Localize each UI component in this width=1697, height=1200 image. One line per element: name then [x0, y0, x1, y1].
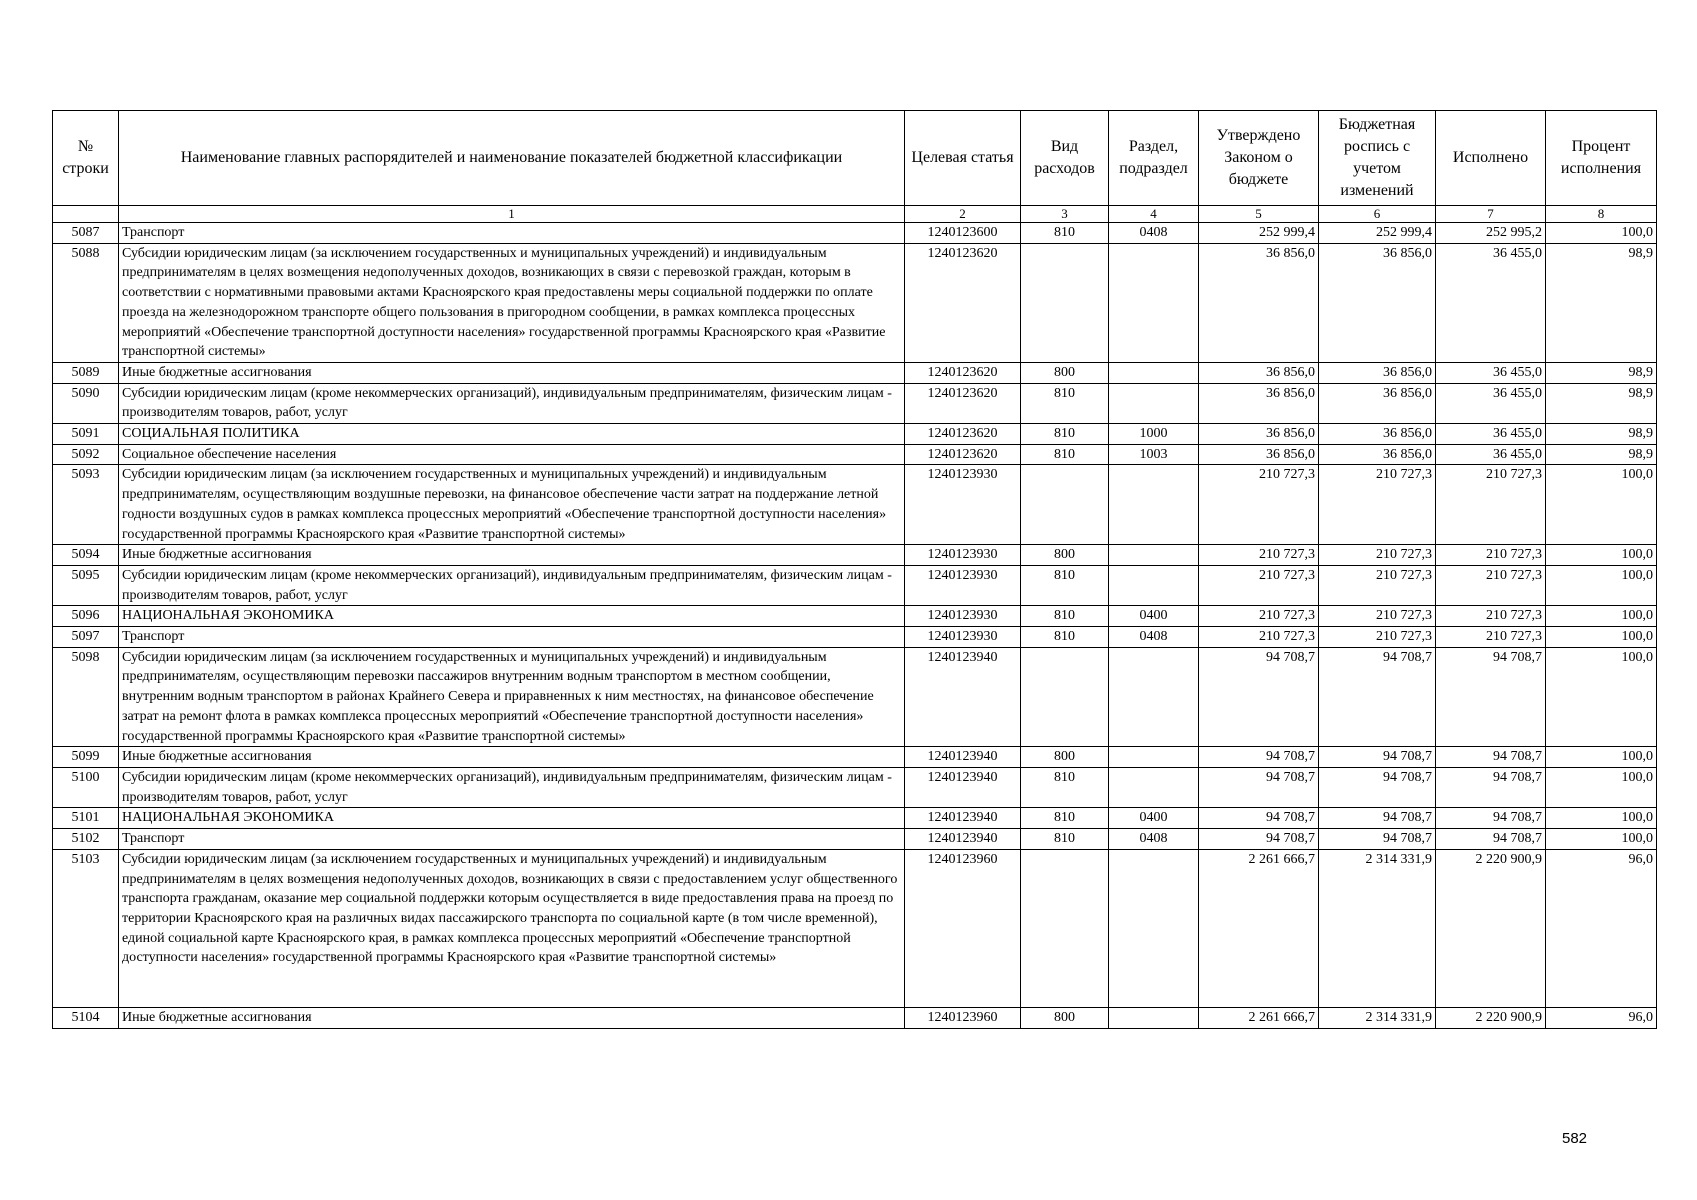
execution-percent-cell: 100,0 [1546, 808, 1657, 829]
indicator-name-cell: СОЦИАЛЬНАЯ ПОЛИТИКА [119, 424, 905, 445]
row-number-cell: 5096 [53, 606, 119, 627]
target-article-cell: 1240123930 [905, 545, 1021, 566]
indicator-name-cell: Субсидии юридическим лицам (за исключением государственных и муниципальных учреждений) и индивидуальным предпринимателям в целях возмещения недополученных доходов, возникающих в связи с перевозкой граждан, которым в соответствии с нормативными правовыми актами Красноярского края предоставлены меры социальной поддержки по оплате проезда на железнодорожном транспорте общего пользования в пригородном сообщении, в рамках комплекса процессных мероприятий «Обеспечение транспортной доступности населения» государственной программы Красноярского края «Развитие транспортной системы» [119, 243, 905, 362]
table-row [53, 444, 1657, 465]
header-row [53, 111, 1657, 206]
page-number: 582 [1562, 1130, 1588, 1147]
indicator-name-cell: Иные бюджетные ассигнования [119, 362, 905, 383]
target-article-cell: 1240123940 [905, 647, 1021, 747]
indicator-name-cell: Транспорт [119, 627, 905, 648]
row-number-cell: 5099 [53, 747, 119, 768]
executed-amount-cell: 36 455,0 [1436, 444, 1546, 465]
expense-type-cell: 810 [1021, 444, 1109, 465]
execution-percent-cell: 100,0 [1546, 606, 1657, 627]
section-cell [1109, 243, 1199, 362]
row-number-cell: 5092 [53, 444, 119, 465]
column-number: 6 [1319, 206, 1436, 223]
row-number-cell: 5103 [53, 849, 119, 1007]
expense-type-cell [1021, 647, 1109, 747]
row-number-cell: 5087 [53, 223, 119, 244]
column-number: 7 [1436, 206, 1546, 223]
table-body [53, 223, 1657, 1029]
target-article-cell: 1240123930 [905, 465, 1021, 545]
expense-type-cell: 800 [1021, 747, 1109, 768]
table-row [53, 243, 1657, 362]
expense-type-cell: 810 [1021, 808, 1109, 829]
expense-type-cell: 800 [1021, 1007, 1109, 1028]
section-cell: 0408 [1109, 223, 1199, 244]
budget-list-amount-cell: 36 856,0 [1319, 362, 1436, 383]
expense-type-cell: 810 [1021, 424, 1109, 445]
executed-amount-cell: 210 727,3 [1436, 565, 1546, 605]
expense-type-cell: 810 [1021, 767, 1109, 807]
table-row [53, 223, 1657, 244]
budget-list-amount-cell: 36 856,0 [1319, 424, 1436, 445]
budget-list-amount-cell: 94 708,7 [1319, 829, 1436, 850]
executed-amount-cell: 210 727,3 [1436, 465, 1546, 545]
target-article-cell: 1240123930 [905, 606, 1021, 627]
section-cell [1109, 767, 1199, 807]
expense-type-cell: 800 [1021, 362, 1109, 383]
target-article-cell: 1240123960 [905, 1007, 1021, 1028]
approved-amount-cell: 94 708,7 [1199, 767, 1319, 807]
target-article-cell: 1240123930 [905, 565, 1021, 605]
expense-type-cell: 810 [1021, 383, 1109, 423]
row-number-cell: 5102 [53, 829, 119, 850]
header-target-article: Целевая статья [905, 111, 1021, 206]
execution-percent-cell: 98,9 [1546, 444, 1657, 465]
executed-amount-cell: 36 455,0 [1436, 243, 1546, 362]
expense-type-cell [1021, 243, 1109, 362]
execution-percent-cell: 100,0 [1546, 565, 1657, 605]
section-cell: 0408 [1109, 627, 1199, 648]
indicator-name-cell: Субсидии юридическим лицам (кроме некоммерческих организаций), индивидуальным предпринимателям, физическим лицам - производителям товаров, работ, услуг [119, 767, 905, 807]
table-row [53, 424, 1657, 445]
indicator-name-cell: Субсидии юридическим лицам (за исключением государственных и муниципальных учреждений) и индивидуальным предпринимателям в целях возмещения недополученных доходов, возникающих в связи с предоставлением услуг общественного транспорта гражданам, оказание мер социальной поддержки которым осуществляется в виде предоставления права на проезд по территории Красноярского края на различных видах пассажирского транспорта по социальной карте (в том числе временной), единой социальной карте Красноярского края, в рамках комплекса процессных мероприятий «Обеспечение транспортной доступности населения» государственной программы Красноярского края «Развитие транспортной системы» [119, 849, 905, 1007]
row-number-cell: 5104 [53, 1007, 119, 1028]
section-cell [1109, 465, 1199, 545]
table-row [53, 849, 1657, 1007]
executed-amount-cell: 94 708,7 [1436, 829, 1546, 850]
expense-type-cell: 810 [1021, 223, 1109, 244]
execution-percent-cell: 100,0 [1546, 627, 1657, 648]
expense-type-cell: 810 [1021, 627, 1109, 648]
indicator-name-cell: Транспорт [119, 829, 905, 850]
indicator-name-cell: Иные бюджетные ассигнования [119, 1007, 905, 1028]
column-number-row [53, 206, 1657, 223]
target-article-cell: 1240123940 [905, 808, 1021, 829]
column-number [53, 206, 119, 223]
approved-amount-cell: 36 856,0 [1199, 444, 1319, 465]
indicator-name-cell: Субсидии юридическим лицам (кроме некоммерческих организаций), индивидуальным предпринимателям, физическим лицам - производителям товаров, работ, услуг [119, 565, 905, 605]
column-number: 1 [119, 206, 905, 223]
section-cell: 0400 [1109, 606, 1199, 627]
executed-amount-cell: 2 220 900,9 [1436, 849, 1546, 1007]
execution-percent-cell: 98,9 [1546, 243, 1657, 362]
column-number: 8 [1546, 206, 1657, 223]
table-row [53, 545, 1657, 566]
table-row [53, 606, 1657, 627]
header-row-number: № строки [53, 111, 119, 206]
execution-percent-cell: 96,0 [1546, 1007, 1657, 1028]
section-cell [1109, 565, 1199, 605]
indicator-name-cell: Иные бюджетные ассигнования [119, 545, 905, 566]
budget-list-amount-cell: 252 999,4 [1319, 223, 1436, 244]
approved-amount-cell: 210 727,3 [1199, 627, 1319, 648]
section-cell [1109, 1007, 1199, 1028]
approved-amount-cell: 210 727,3 [1199, 545, 1319, 566]
header-expense-type: Вид расходов [1021, 111, 1109, 206]
table-row [53, 829, 1657, 850]
table-row [53, 383, 1657, 423]
header-executed: Исполнено [1436, 111, 1546, 206]
target-article-cell: 1240123940 [905, 747, 1021, 768]
budget-list-amount-cell: 210 727,3 [1319, 627, 1436, 648]
execution-percent-cell: 100,0 [1546, 767, 1657, 807]
executed-amount-cell: 36 455,0 [1436, 424, 1546, 445]
approved-amount-cell: 2 261 666,7 [1199, 849, 1319, 1007]
approved-amount-cell: 36 856,0 [1199, 243, 1319, 362]
approved-amount-cell: 36 856,0 [1199, 424, 1319, 445]
executed-amount-cell: 210 727,3 [1436, 627, 1546, 648]
row-number-cell: 5089 [53, 362, 119, 383]
expense-type-cell: 810 [1021, 565, 1109, 605]
executed-amount-cell: 36 455,0 [1436, 362, 1546, 383]
executed-amount-cell: 94 708,7 [1436, 747, 1546, 768]
budget-list-amount-cell: 94 708,7 [1319, 808, 1436, 829]
row-number-cell: 5097 [53, 627, 119, 648]
approved-amount-cell: 94 708,7 [1199, 829, 1319, 850]
table-row [53, 808, 1657, 829]
executed-amount-cell: 94 708,7 [1436, 647, 1546, 747]
execution-percent-cell: 100,0 [1546, 465, 1657, 545]
section-cell: 0408 [1109, 829, 1199, 850]
budget-list-amount-cell: 2 314 331,9 [1319, 1007, 1436, 1028]
budget-list-amount-cell: 210 727,3 [1319, 606, 1436, 627]
header-percent: Процент исполнения [1546, 111, 1657, 206]
execution-percent-cell: 98,9 [1546, 383, 1657, 423]
approved-amount-cell: 252 999,4 [1199, 223, 1319, 244]
executed-amount-cell: 94 708,7 [1436, 808, 1546, 829]
indicator-name-cell: Субсидии юридическим лицам (за исключением государственных и муниципальных учреждений) и индивидуальным предпринимателям, осуществляющим перевозки пассажиров внутренним водным транспортом в местном сообщении, внутренним водным транспортом в районах Крайнего Севера и приравненных к ним местностях, на финансовое обеспечение затрат на ремонт флота в рамках комплекса процессных мероприятий «Обеспечение транспортной доступности населения» государственной программы Красноярского края «Развитие транспортной системы» [119, 647, 905, 747]
target-article-cell: 1240123620 [905, 383, 1021, 423]
indicator-name-cell: Транспорт [119, 223, 905, 244]
approved-amount-cell: 210 727,3 [1199, 565, 1319, 605]
section-cell [1109, 747, 1199, 768]
target-article-cell: 1240123940 [905, 829, 1021, 850]
section-cell: 1003 [1109, 444, 1199, 465]
approved-amount-cell: 210 727,3 [1199, 465, 1319, 545]
expense-type-cell: 810 [1021, 829, 1109, 850]
target-article-cell: 1240123930 [905, 627, 1021, 648]
table-row [53, 465, 1657, 545]
column-number: 5 [1199, 206, 1319, 223]
execution-percent-cell: 100,0 [1546, 223, 1657, 244]
row-number-cell: 5095 [53, 565, 119, 605]
section-cell: 1000 [1109, 424, 1199, 445]
expense-type-cell: 800 [1021, 545, 1109, 566]
approved-amount-cell: 94 708,7 [1199, 747, 1319, 768]
column-number: 2 [905, 206, 1021, 223]
execution-percent-cell: 100,0 [1546, 545, 1657, 566]
header-section: Раздел, подраздел [1109, 111, 1199, 206]
executed-amount-cell: 2 220 900,9 [1436, 1007, 1546, 1028]
budget-list-amount-cell: 36 856,0 [1319, 383, 1436, 423]
row-number-cell: 5101 [53, 808, 119, 829]
expense-type-cell [1021, 465, 1109, 545]
section-cell [1109, 545, 1199, 566]
approved-amount-cell: 36 856,0 [1199, 362, 1319, 383]
table-row [53, 1007, 1657, 1028]
target-article-cell: 1240123940 [905, 767, 1021, 807]
target-article-cell: 1240123600 [905, 223, 1021, 244]
section-cell: 0400 [1109, 808, 1199, 829]
indicator-name-cell: Иные бюджетные ассигнования [119, 747, 905, 768]
indicator-name-cell: Социальное обеспечение населения [119, 444, 905, 465]
header-name: Наименование главных распорядителей и наименование показателей бюджетной классификации [119, 111, 905, 206]
indicator-name-cell: НАЦИОНАЛЬНАЯ ЭКОНОМИКА [119, 606, 905, 627]
budget-list-amount-cell: 94 708,7 [1319, 647, 1436, 747]
table-row [53, 565, 1657, 605]
row-number-cell: 5088 [53, 243, 119, 362]
execution-percent-cell: 100,0 [1546, 747, 1657, 768]
budget-list-amount-cell: 210 727,3 [1319, 545, 1436, 566]
executed-amount-cell: 210 727,3 [1436, 606, 1546, 627]
table-row [53, 767, 1657, 807]
target-article-cell: 1240123620 [905, 362, 1021, 383]
budget-list-amount-cell: 210 727,3 [1319, 565, 1436, 605]
target-article-cell: 1240123620 [905, 243, 1021, 362]
section-cell [1109, 383, 1199, 423]
table-row [53, 647, 1657, 747]
row-number-cell: 5098 [53, 647, 119, 747]
executed-amount-cell: 36 455,0 [1436, 383, 1546, 423]
row-number-cell: 5090 [53, 383, 119, 423]
target-article-cell: 1240123620 [905, 444, 1021, 465]
budget-list-amount-cell: 94 708,7 [1319, 747, 1436, 768]
executed-amount-cell: 210 727,3 [1436, 545, 1546, 566]
execution-percent-cell: 98,9 [1546, 362, 1657, 383]
section-cell [1109, 849, 1199, 1007]
expense-type-cell [1021, 849, 1109, 1007]
table-row [53, 362, 1657, 383]
header-approved: Утверждено Законом о бюджете [1199, 111, 1319, 206]
row-number-cell: 5091 [53, 424, 119, 445]
target-article-cell: 1240123960 [905, 849, 1021, 1007]
header-budget-list: Бюджетная роспись с учетом изменений [1319, 111, 1436, 206]
row-number-cell: 5100 [53, 767, 119, 807]
column-number: 3 [1021, 206, 1109, 223]
section-cell [1109, 362, 1199, 383]
indicator-name-cell: НАЦИОНАЛЬНАЯ ЭКОНОМИКА [119, 808, 905, 829]
approved-amount-cell: 36 856,0 [1199, 383, 1319, 423]
executed-amount-cell: 94 708,7 [1436, 767, 1546, 807]
execution-percent-cell: 100,0 [1546, 647, 1657, 747]
table-row [53, 747, 1657, 768]
budget-list-amount-cell: 210 727,3 [1319, 465, 1436, 545]
approved-amount-cell: 210 727,3 [1199, 606, 1319, 627]
budget-list-amount-cell: 2 314 331,9 [1319, 849, 1436, 1007]
target-article-cell: 1240123620 [905, 424, 1021, 445]
budget-table [52, 110, 1657, 1029]
budget-list-amount-cell: 36 856,0 [1319, 243, 1436, 362]
approved-amount-cell: 94 708,7 [1199, 647, 1319, 747]
execution-percent-cell: 96,0 [1546, 849, 1657, 1007]
approved-amount-cell: 94 708,7 [1199, 808, 1319, 829]
budget-list-amount-cell: 36 856,0 [1319, 444, 1436, 465]
executed-amount-cell: 252 995,2 [1436, 223, 1546, 244]
execution-percent-cell: 100,0 [1546, 829, 1657, 850]
budget-list-amount-cell: 94 708,7 [1319, 767, 1436, 807]
expense-type-cell: 810 [1021, 606, 1109, 627]
approved-amount-cell: 2 261 666,7 [1199, 1007, 1319, 1028]
table-row [53, 627, 1657, 648]
execution-percent-cell: 98,9 [1546, 424, 1657, 445]
row-number-cell: 5094 [53, 545, 119, 566]
indicator-name-cell: Субсидии юридическим лицам (кроме некоммерческих организаций), индивидуальным предпринимателям, физическим лицам - производителям товаров, работ, услуг [119, 383, 905, 423]
section-cell [1109, 647, 1199, 747]
indicator-name-cell: Субсидии юридическим лицам (за исключением государственных и муниципальных учреждений) и индивидуальным предпринимателям, осуществляющим воздушные перевозки, на финансовое обеспечение части затрат на поддержание летной годности воздушных судов в рамках комплекса процессных мероприятий «Обеспечение транспортной доступности населения» государственной программы Красноярского края «Развитие транспортной системы» [119, 465, 905, 545]
column-number: 4 [1109, 206, 1199, 223]
row-number-cell: 5093 [53, 465, 119, 545]
